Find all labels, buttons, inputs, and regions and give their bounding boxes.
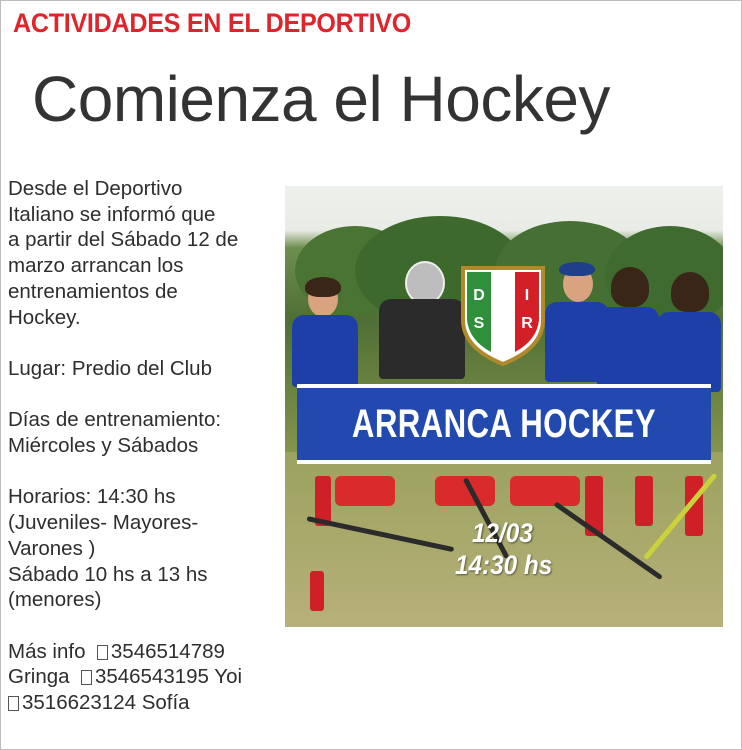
phone-number[interactable]: 3516623124 Sofía [22,691,190,714]
phone-icon [97,645,108,660]
crest-letter-d: D [473,287,485,304]
headline: Comienza el Hockey [32,63,610,135]
contact-line-3 [8,690,293,716]
days-value: Miércoles y Sábados [8,434,199,457]
body-line: Italiano se informó que [8,202,216,226]
days-label: Días de entrenamiento: [8,408,222,432]
body-line: a partir del Sábado 12 de [8,228,239,252]
contact-line-2 [8,664,293,690]
section-kicker: ACTIVIDADES EN EL DEPORTIVO [13,8,412,38]
crest-letter-s: S [473,315,485,332]
body-line: entrenamientos de [8,279,178,303]
article-body [8,176,293,716]
player [335,476,395,506]
banner-text: ARRANCA HOCKEY [351,401,657,446]
promo-banner [297,384,711,464]
event-time: 14:30 hs [455,550,553,580]
schedule-line: Horarios: 14:30 hs [8,485,176,509]
club-crest-logo [459,262,547,366]
phone-number[interactable]: 3546543195 Yoi [94,665,243,689]
contact-label: Más info [8,639,86,663]
phone-icon [8,696,19,711]
crest-letter-r: R [521,315,533,332]
phone-number[interactable]: 3546514789 [110,639,225,663]
schedule-line: (Juveniles- Mayores- [8,511,199,535]
body-line: Desde el Deportivo [8,177,183,200]
crest-letter-i: I [524,287,530,304]
body-line: Hockey. [8,305,81,329]
schedule-line: (menores) [8,588,102,612]
schedule-line: Varones ) [8,536,96,560]
body-line: marzo arrancan los [8,254,184,278]
contact-name: Gringa [8,665,70,689]
player-leg [635,476,653,526]
location-line: Lugar: Predio del Club [8,356,212,380]
player [510,476,580,506]
phone-icon [81,670,92,685]
event-date: 12/03 [472,518,533,548]
contact-line-1 [8,639,293,665]
schedule-line: Sábado 10 hs a 13 hs [8,562,208,586]
